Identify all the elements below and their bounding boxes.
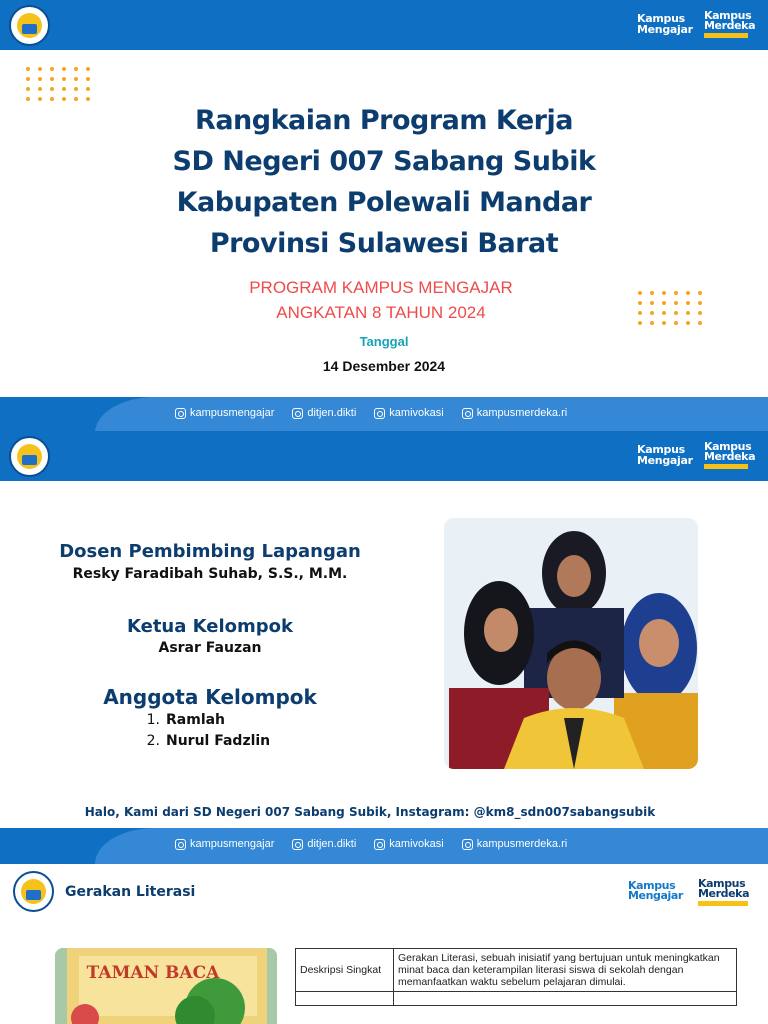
dpl-name: Resky Faradibah Suhab, S.S., M.M.: [72, 566, 348, 582]
table-row: [296, 949, 737, 992]
program-subtitle: PROGRAM KAMPUS MENGAJAR ANGKATAN 8 TAHUN 2024: [249, 278, 513, 322]
anggota-heading: Anggota Kelompok: [103, 685, 317, 709]
title-line: SD Negeri 007 Sabang Subik: [172, 146, 596, 177]
slide1-footer-bar: [0, 397, 768, 433]
tut-wuri-logo: [9, 5, 50, 46]
social-links: [175, 407, 567, 419]
kampus-merdeka-logo: Kampus Merdeka: [698, 879, 749, 906]
social-link[interactable]: kamivokasi: [374, 838, 443, 850]
halo-caption: Halo, Kami dari SD Negeri 007 Sabang Subik, Instagram: @km8_sdn007sabangsubik: [84, 805, 656, 819]
social-link[interactable]: kampusmerdeka.ri: [462, 838, 567, 850]
instagram-icon: [374, 839, 385, 850]
date-value: 14 Desember 2024: [322, 358, 446, 374]
ketua-heading: Ketua Kelompok: [126, 616, 294, 637]
kampus-mengajar-logo: Kampus Mengajar: [637, 12, 693, 36]
slide1-header-bar: [0, 0, 768, 50]
tut-wuri-logo: [13, 871, 54, 912]
kampus-merdeka-logo: Kampus Merdeka: [704, 11, 755, 38]
instagram-icon: [292, 408, 303, 419]
table-cell-value: Gerakan Literasi, sebuah inisiatif yang bertujuan untuk meningkatkan minat baca dan keterampilan literasi siswa di sekolah dengan memanfaatkan waktu sebelum pelajaran dimulai.: [394, 949, 737, 992]
table-cell-value: [394, 992, 737, 1006]
dpl-heading: Dosen Pembimbing Lapangan: [59, 541, 361, 562]
title-line: Kabupaten Polewali Mandar: [176, 187, 592, 218]
instagram-icon: [292, 839, 303, 850]
tut-wuri-logo: [9, 436, 50, 477]
social-link[interactable]: ditjen.dikti: [292, 407, 356, 419]
table-cell-key: Deskripsi Singkat: [296, 949, 394, 992]
social-link[interactable]: kampusmengajar: [175, 407, 274, 419]
kampus-mengajar-logo: Kampus Mengajar: [637, 443, 693, 467]
ketua-name: Asrar Fauzan: [158, 640, 262, 656]
instagram-icon: [462, 408, 473, 419]
title-line: Provinsi Sulawesi Barat: [209, 228, 559, 259]
social-link[interactable]: kampusmengajar: [175, 838, 274, 850]
instagram-icon: [374, 408, 385, 419]
instagram-icon: [462, 839, 473, 850]
date-label: Tanggal: [359, 334, 409, 349]
decor-dots-top-left: [26, 67, 92, 101]
social-link[interactable]: ditjen.dikti: [292, 838, 356, 850]
group-photo: [444, 518, 698, 769]
list-item: 1. Ramlah: [146, 712, 226, 728]
kampus-mengajar-logo: Kampus Mengajar: [628, 879, 683, 902]
taman-baca-photo: [55, 948, 277, 1024]
slide1-title: [0, 100, 768, 264]
social-links: [175, 838, 567, 850]
table-cell-key: [296, 992, 394, 1006]
social-link[interactable]: kamivokasi: [374, 407, 443, 419]
list-item: 2. Nurul Fadzlin: [146, 733, 271, 749]
title-line: Rangkaian Program Kerja: [195, 105, 573, 136]
kampus-merdeka-logo: Kampus Merdeka: [704, 442, 755, 469]
slide2-header-bar: [0, 431, 768, 481]
table-row: [296, 992, 737, 1006]
slide2-footer-bar: [0, 828, 768, 864]
instagram-icon: [175, 408, 186, 419]
sign-text: TAMAN BACA: [86, 963, 220, 983]
program-detail-table: [295, 948, 737, 1006]
anggota-list: [146, 710, 270, 752]
social-link[interactable]: kampusmerdeka.ri: [462, 407, 567, 419]
slide3-title: Gerakan Literasi: [65, 884, 196, 900]
instagram-icon: [175, 839, 186, 850]
